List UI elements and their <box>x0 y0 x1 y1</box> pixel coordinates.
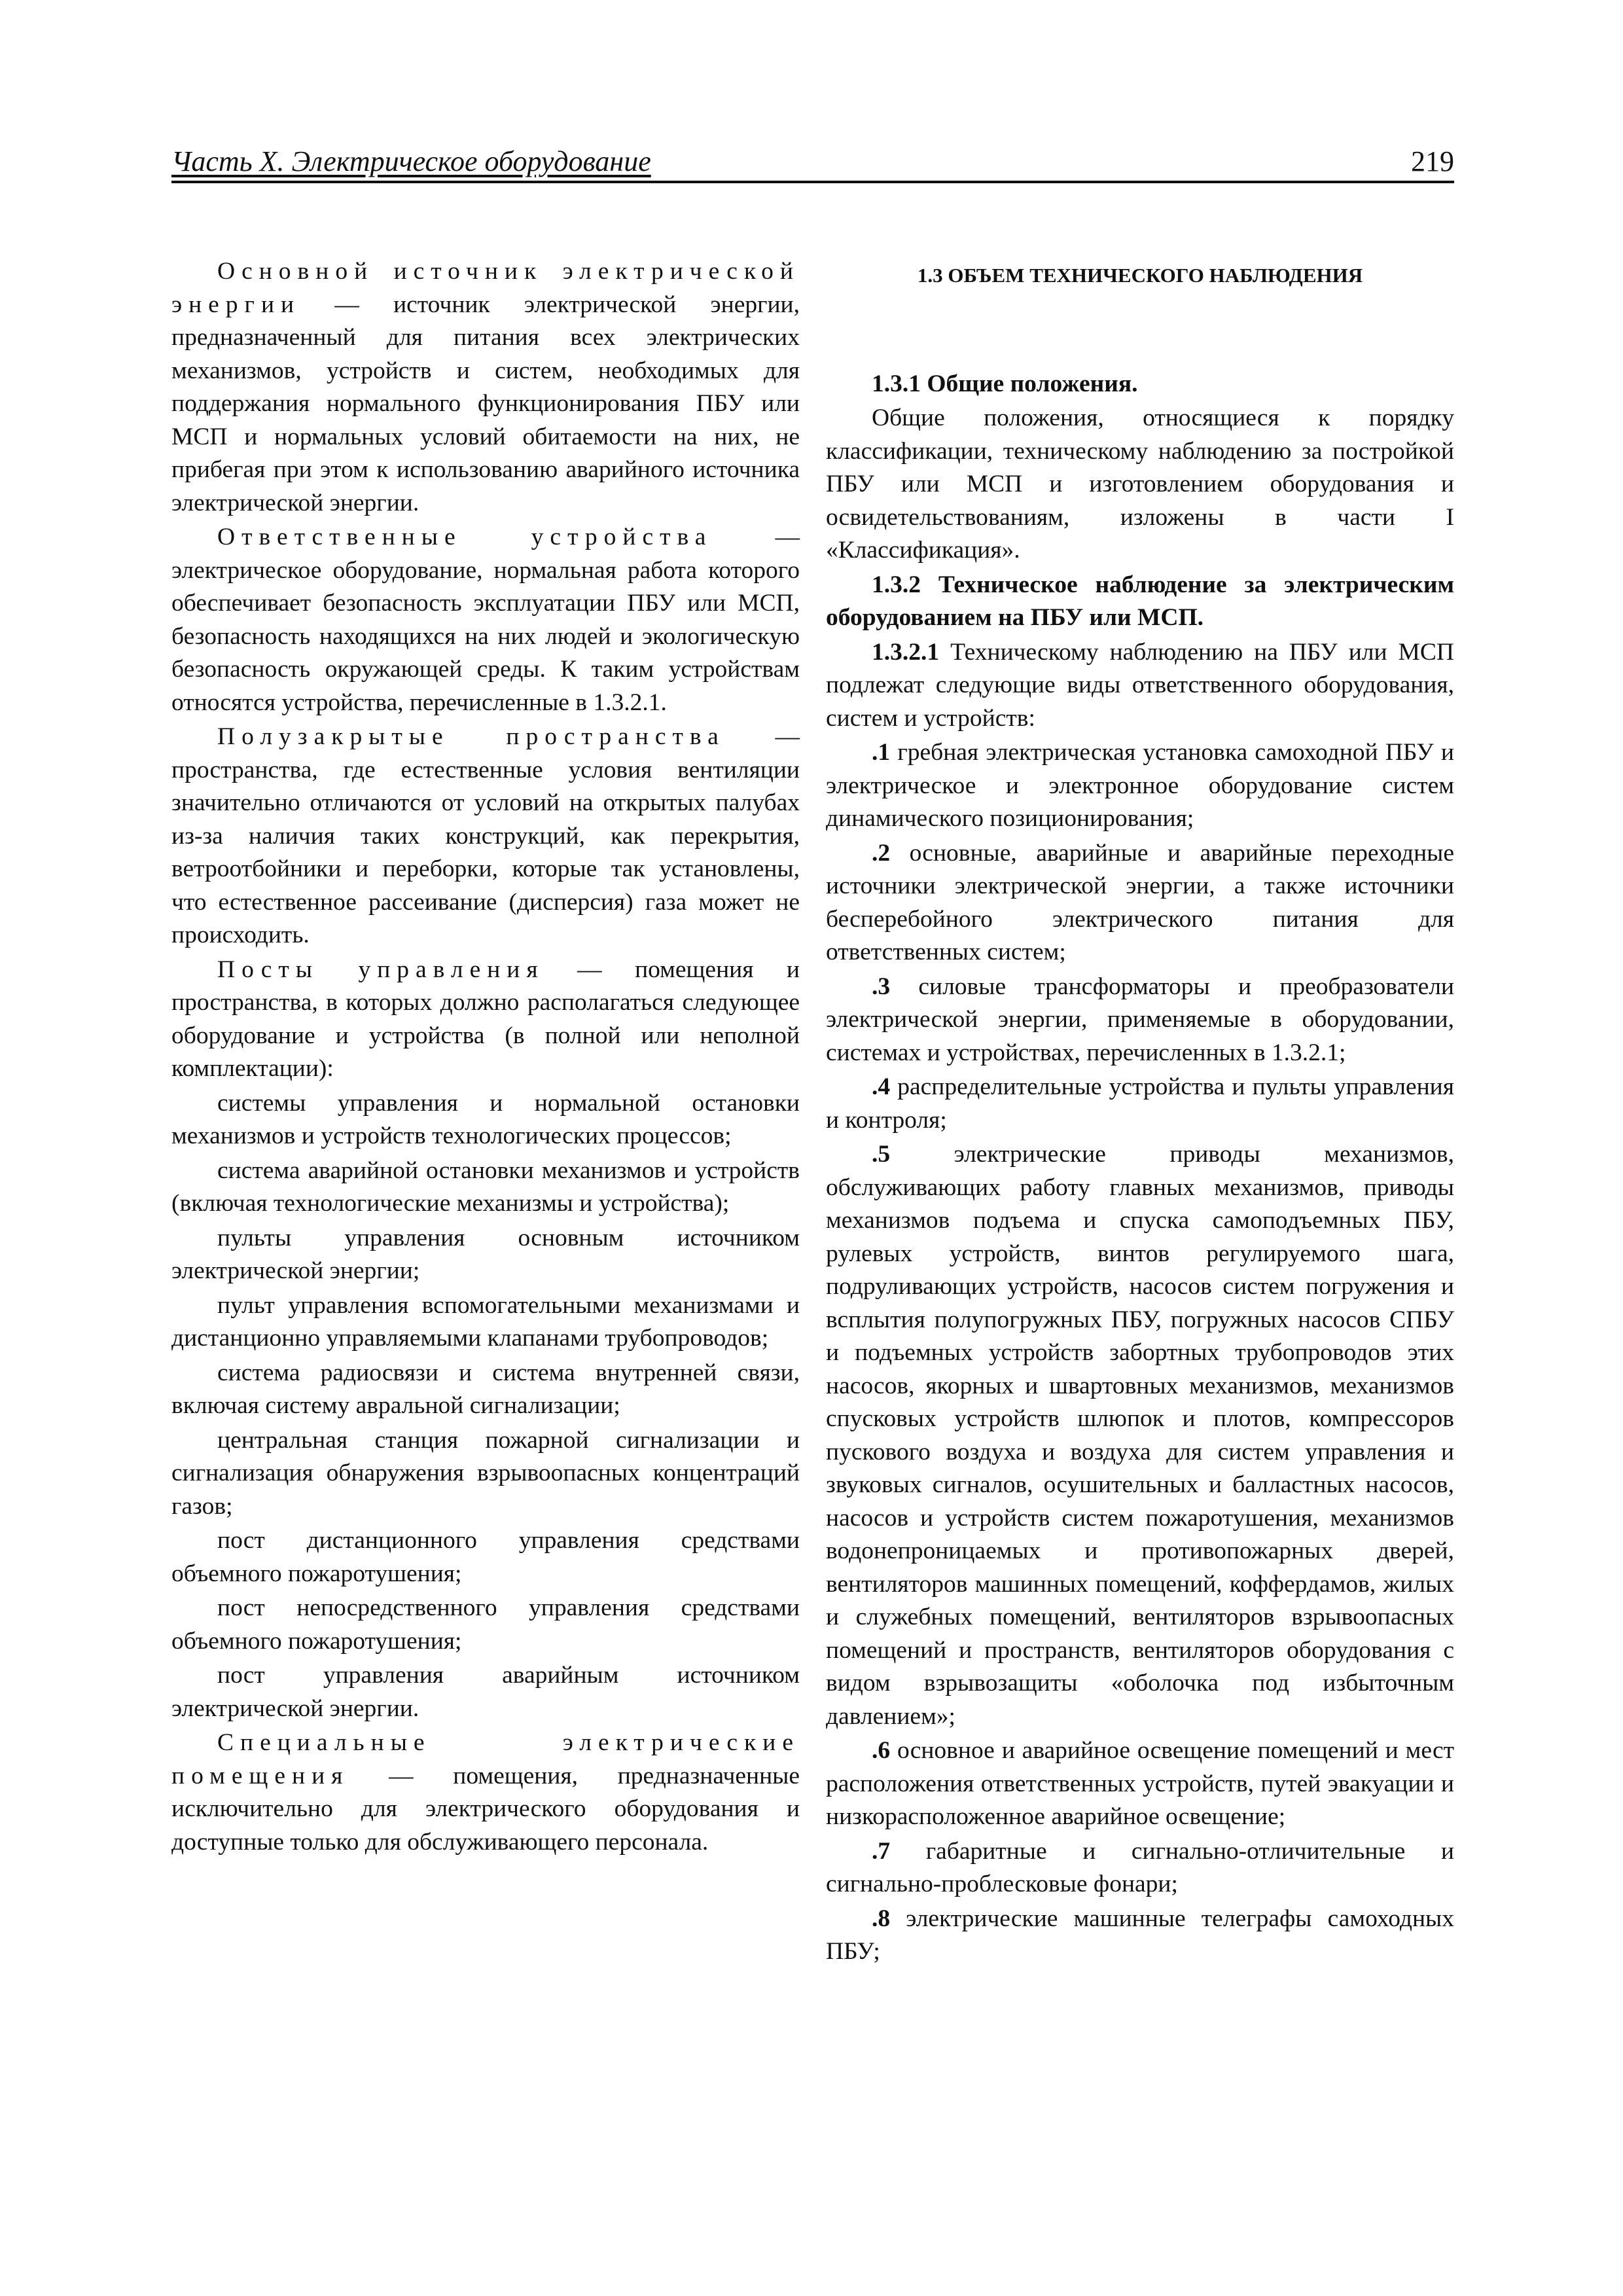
term: Ответственные устройства <box>217 524 713 550</box>
left-column <box>171 255 800 1859</box>
list-item: система радиосвязи и система внутренней связи, включая систему авральной сигнализации; <box>171 1359 800 1419</box>
list-item: пульты управления основным источником электрической энергии; <box>171 1224 800 1284</box>
list-item <box>826 736 1454 836</box>
item-text: основные, аварийные и аварийные переходные источники электрической энергии, а также источники бесперебойного электрического питания для ответственных систем; <box>826 839 1454 965</box>
list-item: система аварийной остановки механизмов и устройств (включая технологические механизмы и устройства); <box>171 1157 800 1217</box>
running-title: Часть X. Электрическое оборудование <box>171 145 651 177</box>
term: Основной источник электрической энергии <box>171 258 800 318</box>
section-heading: 1.3 ОБЪЕМ ТЕХНИЧЕСКОГО НАБЛЮДЕНИЯ <box>917 264 1363 287</box>
item-number: .2 <box>872 839 891 867</box>
term: Посты управления <box>217 956 544 983</box>
list-item <box>826 971 1454 1070</box>
paragraph: Общие положения, относящиеся к порядку классификации, техническому наблюдению за постройкой ПБУ или МСП и изготовлением оборудования и освидетельствованиям, изложены в части I «Классификация». <box>826 404 1454 564</box>
list-item <box>826 1138 1454 1733</box>
item-number: .7 <box>872 1837 891 1865</box>
page-number: 219 <box>1411 145 1454 177</box>
definition-text: — пространства, где естественные условия вентиляции значительно отличаются от условий на открытых палубах из-за наличия таких конструкций, как перекрытия, ветроотбойники и переборки, которые так установлены, что естественное рассеивание (дисперсия) газа может не происходить. <box>171 723 800 948</box>
item-text: гребная электрическая установка самоходной ПБУ и электрическое и электронное оборудование систем динамического позиционирования; <box>826 739 1454 832</box>
item-number: .3 <box>872 973 891 1000</box>
item-text: распределительные устройства и пульты управления и контроля; <box>826 1073 1454 1134</box>
subsection-heading: 1.3.2 Техническое наблюдение за электрическим оборудованием на ПБУ или МСП. <box>826 571 1454 631</box>
definition-text: — источник электрической энергии, предназначенный для питания всех электрических механизмов, устройств и систем, необходимых для поддержания нормального функционирования ПБУ или МСП и нормальных условий обитаемости на них, не прибегая при этом к использованию аварийного источника электрической энергии. <box>171 291 800 516</box>
list-item: пост непосредственного управления средствами объемного пожаротушения; <box>171 1594 800 1655</box>
term: Специальные электрические помещения <box>171 1729 800 1789</box>
definition-text: — помещения, предназначенные исключительно для электрического оборудования и доступные только для обслуживающего персонала. <box>171 1762 800 1856</box>
page-header <box>171 143 1454 183</box>
list-item <box>826 1734 1454 1834</box>
list-item: пульт управления вспомогательными механизмами и дистанционно управляемыми клапанами трубопроводов; <box>171 1291 800 1352</box>
item-text: силовые трансформаторы и преобразователи электрической энергии, применяемые в оборудовании, системах и устройствах, перечисленных в 1.3.2.1; <box>826 973 1454 1066</box>
list-item: пост дистанционного управления средствами объемного пожаротушения; <box>171 1527 800 1587</box>
right-column <box>826 255 1454 1969</box>
item-text: электрические машинные телеграфы самоходных ПБУ; <box>826 1905 1454 1965</box>
item-number: .6 <box>872 1737 891 1764</box>
definition-text: — электрическое оборудование, нормальная работа которого обеспечивает безопасность эксплуатации ПБУ или МСП, безопасность находящихся на них людей и экологическую безопасность окружающей среды. К таким устройствам относятся устройства, перечисленные в 1.3.2.1. <box>171 524 800 716</box>
paragraph <box>826 636 1454 736</box>
clause-number: 1.3.2.1 <box>872 638 940 666</box>
subsection-heading: 1.3.1 Общие положения. <box>872 370 1138 397</box>
definition-paragraph <box>171 721 800 952</box>
list-item: центральная станция пожарной сигнализации и сигнализация обнаружения взрывоопасных концентраций газов; <box>171 1426 800 1520</box>
definition-paragraph <box>171 255 800 520</box>
definition-paragraph <box>171 1727 800 1859</box>
item-text: основное и аварийное освещение помещений и мест расположения ответственных устройств, путей эвакуации и низкорасположенное аварийное освещение; <box>826 1737 1454 1830</box>
definition-paragraph <box>171 521 800 719</box>
clause-text: Техническому наблюдению на ПБУ или МСП подлежат следующие виды ответственного оборудования, систем и устройств: <box>826 638 1454 732</box>
list-item <box>826 1835 1454 1901</box>
item-text: электрические приводы механизмов, обслуживающих работу главных механизмов, приводы механизмов подъема и спуска самоподъемных ПБУ, рулевых устройств, винтов регулируемого шага, подруливающих устройств, насосов систем погружения и всплытия полупогружных ПБУ, погружных насосов СПБУ и подъемных устройств забортных трубопроводов этих насосов, якорных и швартовных механизмов, механизмов спусковых устройств шлюпок и плотов, компрессоров пускового воздуха и воздуха для систем управления и звуковых сигналов, осушительных и балластных насосов, насосов и устройств систем пожаротушения, механизмов водонепроницаемых и противопожарных дверей, вентиляторов машинных помещений, коффердамов, жилых и служебных помещений, вентиляторов взрывоопасных помещений и пространств, вентиляторов оборудования с видом взрывозащиты «оболочка под избыточным давлением»; <box>826 1141 1454 1730</box>
definition-paragraph <box>171 954 800 1086</box>
item-number: .1 <box>872 739 891 766</box>
item-number: .5 <box>872 1141 891 1168</box>
list-item <box>826 1071 1454 1137</box>
term: Полузакрытые пространства <box>217 723 725 750</box>
list-item: системы управления и нормальной остановки механизмов и устройств технологических процессов; <box>171 1089 800 1149</box>
item-number: .8 <box>872 1905 891 1932</box>
item-number: .4 <box>872 1073 891 1100</box>
definition-text: — помещения и пространства, в которых должно располагаться следующее оборудование и устройства (в полной или неполной комплектации): <box>171 956 800 1082</box>
item-text: габаритные и сигнально-отличительные и сигнально-проблесковые фонари; <box>826 1837 1454 1897</box>
list-item: пост управления аварийным источником электрической энергии. <box>171 1662 800 1722</box>
list-item <box>826 1903 1454 1969</box>
list-item <box>826 837 1454 969</box>
